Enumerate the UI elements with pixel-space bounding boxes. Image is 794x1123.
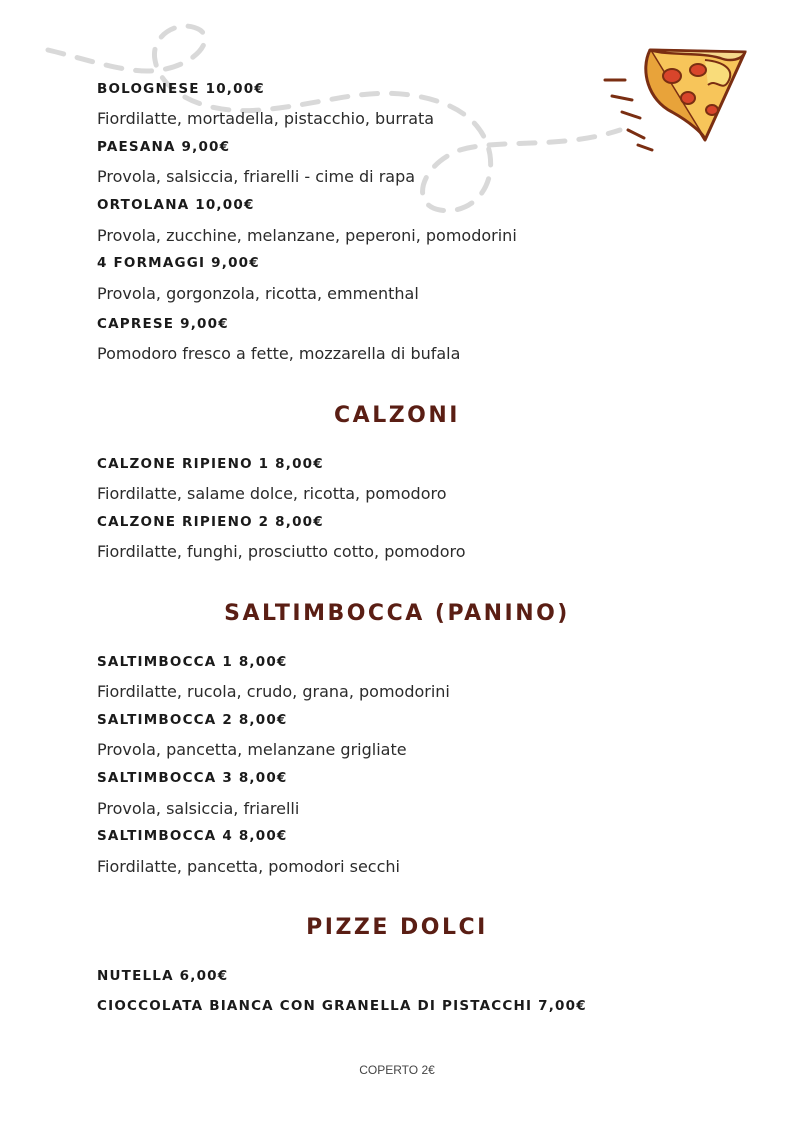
menu-item-description: Provola, zucchine, melanzane, peperoni, pomodorini: [97, 226, 517, 245]
menu-item-description: Fiordilatte, mortadella, pistacchio, burrata: [97, 109, 435, 128]
menu-item-description: Fiordilatte, pancetta, pomodori secchi: [97, 857, 400, 876]
menu-item-name: SALTIMBOCCA 4 8,00€: [97, 828, 288, 844]
menu-item-name: ORTOLANA 10,00€: [97, 197, 255, 213]
menu-item-description: Provola, salsiccia, friarelli: [97, 799, 300, 818]
menu-item-name: PAESANA 9,00€: [97, 139, 231, 155]
menu-item-name: CALZONE RIPIENO 2 8,00€: [97, 514, 324, 530]
menu-item-name: SALTIMBOCCA 2 8,00€: [97, 712, 288, 728]
menu-item-description: Fiordilatte, rucola, crudo, grana, pomodorini: [97, 682, 450, 701]
menu-item-description: Provola, salsiccia, friarelli - cime di rapa: [97, 167, 416, 186]
menu-item-name: BOLOGNESE 10,00€: [97, 81, 265, 97]
section-title-pizze-dolci: PIZZE DOLCI: [306, 915, 488, 940]
menu-item-name: CIOCCOLATA BIANCA CON GRANELLA DI PISTACCHI 7,00€: [97, 998, 587, 1014]
footer-coperto: COPERTO 2€: [359, 1063, 435, 1077]
menu-item-description: Provola, pancetta, melanzane grigliate: [97, 740, 407, 759]
section-title-saltimbocca: SALTIMBOCCA (PANINO): [224, 601, 570, 626]
menu-item-description: Provola, gorgonzola, ricotta, emmenthal: [97, 284, 419, 303]
menu-item-name: SALTIMBOCCA 1 8,00€: [97, 654, 288, 670]
menu-item-name: CAPRESE 9,00€: [97, 316, 229, 332]
menu-item-name: SALTIMBOCCA 3 8,00€: [97, 770, 288, 786]
menu-item-name: NUTELLA 6,00€: [97, 968, 229, 984]
menu-item-description: Fiordilatte, funghi, prosciutto cotto, pomodoro: [97, 542, 466, 561]
menu-item-name: 4 FORMAGGI 9,00€: [97, 255, 260, 271]
section-title-calzoni: CALZONI: [334, 403, 460, 428]
menu-item-name: CALZONE RIPIENO 1 8,00€: [97, 456, 324, 472]
menu-item-description: Pomodoro fresco a fette, mozzarella di bufala: [97, 344, 461, 363]
menu-item-description: Fiordilatte, salame dolce, ricotta, pomodoro: [97, 484, 447, 503]
